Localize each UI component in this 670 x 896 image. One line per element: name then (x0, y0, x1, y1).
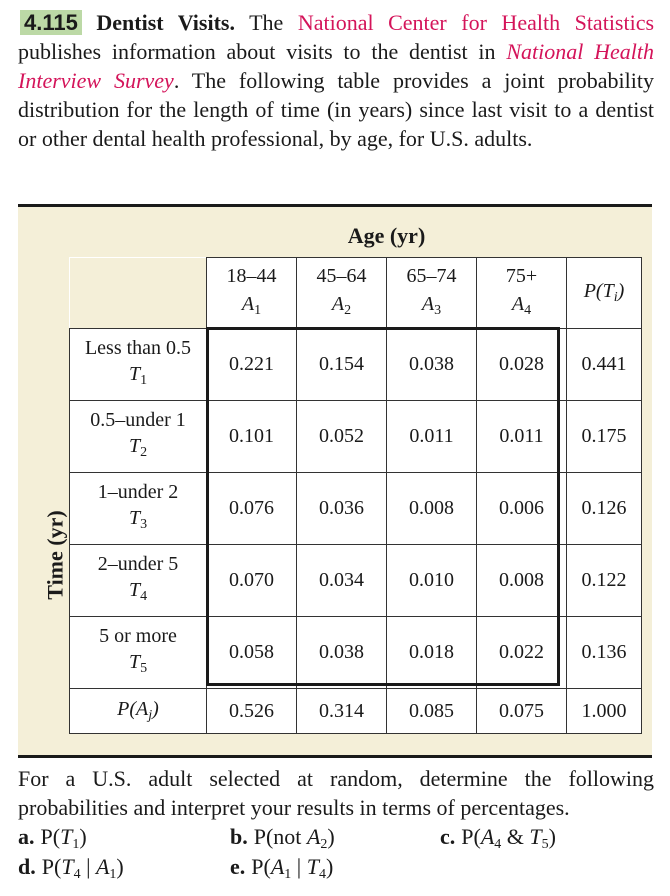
joint-probability-cell: 0.052 (297, 401, 387, 473)
paren: ) (617, 280, 625, 302)
time-marginal-cell: 0.175 (567, 401, 642, 473)
age-symbol (297, 290, 386, 325)
question-item (18, 852, 124, 889)
joint-probability-cell: 0.154 (297, 329, 387, 401)
joint-probability-cell: 0.008 (387, 473, 477, 545)
org-name-link[interactable]: National Center for Health Statistics (297, 10, 655, 35)
age-marginal-row (70, 689, 642, 734)
joint-probability-cell: 0.058 (207, 617, 297, 689)
table-header-row (70, 258, 642, 329)
table-row (70, 401, 642, 473)
symbol: T (128, 651, 141, 673)
joint-probability-cell: 0.011 (477, 401, 567, 473)
age-marginal-cell: 0.085 (387, 689, 477, 734)
time-marginal-cell: 0.136 (567, 617, 642, 689)
symbol: A (306, 824, 321, 849)
time-row-label (70, 401, 207, 473)
question-mid: | (291, 854, 307, 879)
empty-corner-cell (70, 258, 207, 329)
time-marginal-cell: 0.126 (567, 473, 642, 545)
joint-probability-cell: 0.076 (207, 473, 297, 545)
symbol: T (61, 854, 74, 879)
time-range-label: 2–under 5 (97, 553, 179, 575)
subscript: i (613, 290, 618, 305)
question-mid: ) (79, 824, 87, 849)
symbol: A (331, 292, 345, 315)
question-suffix: ) (548, 824, 556, 849)
age-column-header (297, 258, 387, 329)
symbol: A (421, 292, 435, 315)
symbol: T (128, 579, 141, 601)
time-row-label (70, 617, 207, 689)
time-row-label (70, 329, 207, 401)
subscript: 3 (434, 302, 442, 318)
age-symbol (387, 290, 476, 325)
paren: ) (152, 698, 159, 720)
time-symbol (70, 505, 206, 538)
question-prefix: P( (40, 824, 61, 849)
grand-total-cell: 1.000 (567, 689, 642, 734)
time-marginal-cell: 0.122 (567, 545, 642, 617)
joint-probability-cell: 0.011 (387, 401, 477, 473)
subscript: 1 (109, 867, 117, 882)
question-suffix: ) (116, 854, 124, 879)
symbol: T (128, 507, 141, 529)
problem-number: 4.115 (20, 10, 82, 35)
joint-probability-cell: 0.006 (477, 473, 567, 545)
joint-probability-cell: 0.221 (207, 329, 297, 401)
symbol: A (95, 854, 110, 879)
symbol: A (136, 698, 149, 720)
joint-probability-cell: 0.010 (387, 545, 477, 617)
subscript: 1 (72, 837, 80, 852)
publication-link[interactable]: National Health Interview Survey (18, 39, 654, 93)
p-symbol: P (117, 698, 130, 720)
intro-text-2: publishes information about visits to the dentist in (18, 39, 496, 64)
symbol: A (511, 292, 525, 315)
question-letter: d. (18, 854, 36, 879)
age-range-label: 18–44 (226, 264, 277, 287)
question-prefix: P( (41, 854, 62, 879)
intro-text-3: . The following table provides a joint probability distribution for the length of time (in years) since last visit to a dentist or other dental health professional, by age, for U.S. adults. (18, 68, 654, 151)
question-mid: & (501, 824, 530, 849)
subscript: 1 (254, 302, 262, 318)
symbol: T (602, 280, 614, 302)
symbol: A (270, 854, 285, 879)
problem-intro (18, 8, 654, 153)
p-symbol: P (583, 280, 596, 302)
joint-probability-cell: 0.028 (477, 329, 567, 401)
joint-probability-cell: 0.008 (477, 545, 567, 617)
joint-probability-cell: 0.018 (387, 617, 477, 689)
symbol: T (306, 854, 319, 879)
table-row (70, 329, 642, 401)
subscript: 2 (140, 445, 148, 460)
table-row (70, 617, 642, 689)
question-letter: c. (440, 824, 456, 849)
question-mid: | (80, 854, 96, 879)
age-symbol (207, 290, 296, 325)
joint-probability-cell: 0.022 (477, 617, 567, 689)
subscript: 4 (524, 302, 532, 318)
age-marginal-cell: 0.075 (477, 689, 567, 734)
subscript: 4 (140, 589, 148, 604)
question-mid: ) (327, 824, 335, 849)
subscript: 5 (541, 837, 549, 852)
question-letter: a. (18, 824, 35, 849)
time-group-heading: Time (yr) (43, 510, 68, 600)
time-symbol (70, 649, 206, 682)
paren: ( (129, 698, 137, 720)
subscript: 2 (320, 837, 328, 852)
time-range-label: 5 or more (99, 625, 177, 647)
time-row-label (70, 545, 207, 617)
question-item (440, 822, 556, 859)
instruction-text: For a U.S. adult selected at random, determine the following probabilities and interpret your results in terms of percentages. (18, 766, 654, 820)
question-letter: e. (230, 854, 246, 879)
question-prefix: P(not (253, 824, 307, 849)
joint-probability-table (69, 257, 642, 734)
table-row (70, 473, 642, 545)
joint-distribution-panel (18, 204, 652, 758)
age-range-label: 45–64 (316, 264, 367, 287)
symbol: A (241, 292, 255, 315)
joint-probability-cell: 0.038 (387, 329, 477, 401)
symbol: A (480, 824, 495, 849)
age-range-label: 65–74 (406, 264, 457, 287)
joint-probability-cell: 0.034 (297, 545, 387, 617)
time-range-label: 0.5–under 1 (90, 409, 186, 431)
symbol: T (128, 363, 141, 385)
time-symbol (70, 577, 206, 610)
age-column-header (477, 258, 567, 329)
joint-probability-cell: 0.036 (297, 473, 387, 545)
age-column-header (207, 258, 297, 329)
time-symbol (70, 433, 206, 466)
age-range-label: 75+ (505, 264, 538, 287)
age-column-header (387, 258, 477, 329)
time-range-label: 1–under 2 (97, 481, 179, 503)
question-letter: b. (230, 824, 248, 849)
subscript: 1 (284, 867, 292, 882)
time-marginal-cell: 0.441 (567, 329, 642, 401)
age-marginal-label (70, 689, 207, 734)
time-range-label: Less than 0.5 (84, 337, 192, 359)
problem-title: Dentist Visits. (96, 10, 235, 35)
age-marginal-cell: 0.526 (207, 689, 297, 734)
time-symbol (70, 361, 206, 394)
subscript: 4 (73, 867, 81, 882)
time-row-label (70, 473, 207, 545)
age-group-heading: Age (yr) (347, 223, 426, 248)
subscript: 4 (318, 867, 326, 882)
subscript: j (148, 708, 153, 723)
question-suffix: ) (325, 854, 334, 879)
subscript: 3 (140, 517, 148, 532)
age-marginal-cell: 0.314 (297, 689, 387, 734)
subscript: 5 (140, 661, 148, 676)
table-row (70, 545, 642, 617)
subscript: 2 (344, 302, 352, 318)
time-marginal-header (567, 258, 642, 329)
question-prefix: P( (251, 854, 271, 879)
symbol: T (529, 824, 542, 849)
joint-probability-cell: 0.070 (207, 545, 297, 617)
question-item (230, 852, 333, 889)
symbol: T (128, 435, 141, 457)
paren: ( (595, 280, 603, 302)
symbol: T (60, 824, 73, 849)
question-prefix: P( (461, 824, 481, 849)
age-symbol (477, 290, 566, 325)
joint-probability-cell: 0.101 (207, 401, 297, 473)
intro-text-1: The (249, 10, 284, 35)
joint-probability-cell: 0.038 (297, 617, 387, 689)
subscript: 4 (494, 837, 502, 852)
subscript: 1 (140, 373, 148, 388)
